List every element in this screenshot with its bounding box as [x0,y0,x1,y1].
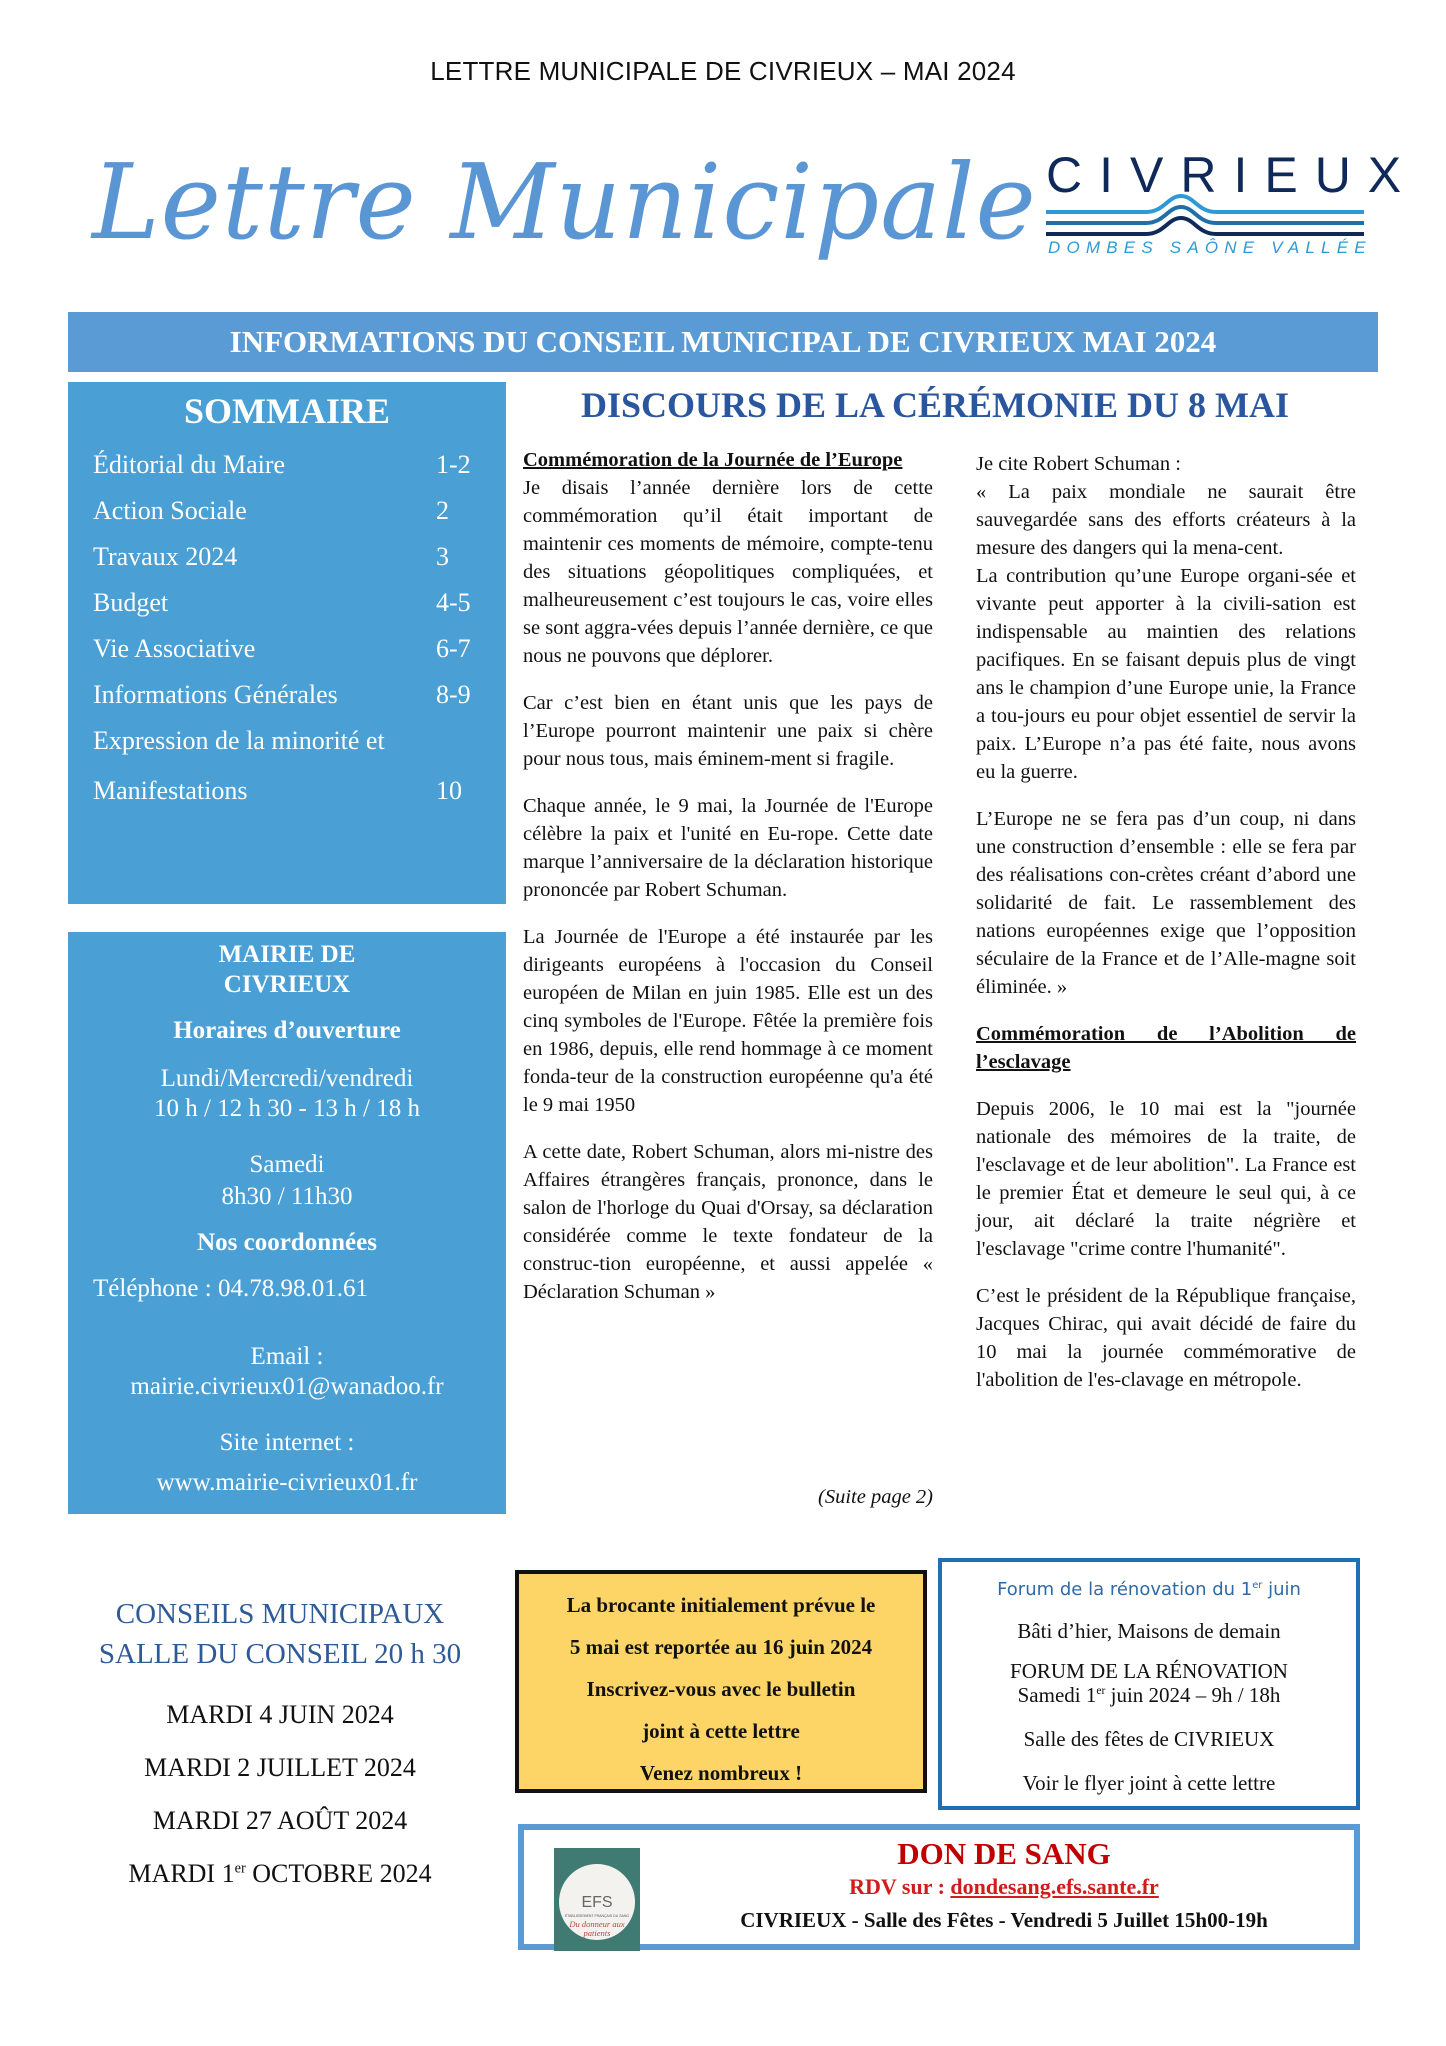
email-link[interactable]: mairie.civrieux01@wanadoo.fr [130,1373,444,1400]
rdv-link[interactable]: dondesang.efs.sante.fr [950,1874,1159,1899]
sommaire-item-label: Budget [93,588,169,617]
mairie-title-2: CIVRIEUX [223,971,351,998]
rdv-label: RDV sur : [849,1874,951,1899]
email-label: Email : [250,1343,324,1370]
efs-logo-slogan: Du donneur aux patients [569,1919,625,1938]
quote-part: La contribution qu’une Europe organi-sée et vivante peut apporter à la civili-sation est indispensable au maintien des relations pacifiques. En se faisant depuis plus de vingt ans le champion d’une Europe unie, la France a tou-jours eu pour objet essentiel de servir la paix. L’Europe n’a pas été faite, nous avons eu la guerre. [976,565,1356,783]
section-heading: Commémoration de la Journée de l’Europe [523,449,903,471]
conseils-municipaux [60,1594,500,1900]
paragraph: Depuis 2006, le 10 mai est la "journée nationale des mémoires de la traite, de l'esclavage et de leur abolition". La France est le premier État et demeure le seul qui, à ce jour, ait déclaré la traite négrière et l'esclavage "crime contre l'humanité". [976,1098,1356,1260]
logo-tagline: DOMBES SAÔNE VALLÉE [1048,238,1372,257]
mairie-box [68,932,506,1514]
sommaire-title: SOMMAIRE [184,391,390,431]
sommaire-item-page: 8-9 [436,680,471,709]
don-title: DON DE SANG [897,1836,1111,1871]
conseils-subtitle: SALLE DU CONSEIL 20 h 30 [98,1638,462,1670]
logo-name: CIVRIEUX [1046,147,1419,203]
phone[interactable]: Téléphone : 04.78.98.01.61 [93,1275,368,1302]
article-column-1 [523,446,933,1325]
sommaire-item-page: 6-7 [436,634,471,663]
paragraph: La Journée de l'Europe a été instaurée par les dirigeants européens à l'occasion du Conseil européen de Milan en juin 1985. Elle est un des cinq symboles de l'Europe. Fêtée la première fois en 1986, depuis, elle rend hommage à ce moment fonda-teur de la construction européenne qu'a été le 9 mai 1950 [523,926,933,1116]
forum-place: Salle des fêtes de CIVRIEUX [1023,1727,1275,1751]
council-date: MARDI 27 AOÛT 2024 [152,1806,408,1835]
civrieux-logo [1046,147,1419,272]
forum-title-prefix: Forum de la rénovation du 1 [997,1579,1253,1600]
council-date: MARDI 4 JUIN 2024 [166,1700,394,1729]
council-date [60,1847,500,1900]
saturday-hours: 8h30 / 11h30 [221,1183,353,1210]
sommaire-item-label: Action Sociale [93,496,247,525]
don-rdv [654,1874,1354,1900]
saturday: Samedi [249,1151,325,1178]
forum-date-sup: er [1096,1685,1106,1697]
sommaire-item-label: Travaux 2024 [93,542,238,571]
waves-icon [1046,190,1364,240]
sommaire-item-page: 4-5 [436,588,471,617]
sommaire-item-page: 1-2 [436,450,471,479]
date-suffix: OCTOBRE 2024 [245,1859,432,1888]
forum-note: Voir le flyer joint à cette lettre [1022,1771,1276,1795]
forum-notice [938,1558,1360,1810]
sommaire-item-page: 10 [436,776,462,805]
document-header: LETTRE MUNICIPALE DE CIVRIEUX – MAI 2024 [430,56,1016,86]
forum-date-suffix: juin 2024 – 9h / 18h [1105,1683,1281,1707]
quote-part: L’Europe ne se fera pas d’un coup, ni dans une construction d’ensemble : elle se fera par des réalisations con-crètes créant d’abord une solidarité de fait. Le rassemblement des nations européennes exige que l’opposition séculaire de la France et de l’Alle-magne soit éliminée. » [976,808,1356,998]
site-label: Site internet : [219,1429,355,1456]
info-banner: INFORMATIONS DU CONSEIL MUNICIPAL DE CIVRIEUX MAI 2024 [68,312,1378,372]
paragraph: C’est le président de la République française, Jacques Chirac, qui avait décidé de faire du 10 mai la journée commémorative de l'abolition de l'es-clavage en métropole. [976,1285,1356,1391]
brocante-line: joint à cette lettre [642,1719,800,1743]
forum-date [942,1682,1356,1709]
don-de-sang [518,1824,1360,1950]
quote-intro: Je cite Robert Schuman : [976,453,1181,475]
efs-logo [554,1848,640,1951]
sommaire-item-label: Éditorial du Maire [93,450,286,479]
brocante-line: La brocante initialement prévue le [566,1593,876,1617]
paragraph: Je disais l’année dernière lors de cette commémoration qu’il était important de maintenir ces moments de mémoire, compte-tenu des situations géopolitiques compliquées, et malheureusement c’est toujours le cas, voire elles se sont aggra-vées depuis l’année dernière, ce que nous ne pouvons que déplorer. [523,477,933,667]
sommaire-item-label: Manifestations [93,776,248,805]
paragraph: Car c’est bien en étant unis que les pays de l’Europe pourront maintenir une paix si chère pour nous tous, mais éminem-ment si fragile. [523,692,933,770]
sommaire-item-label: Expression de la minorité et [93,726,385,755]
forum-title-suffix: juin [1262,1579,1301,1600]
brocante-line: 5 mai est reportée au 16 juin 2024 [569,1635,873,1659]
forum-title-sup: er [1252,1580,1263,1591]
conseils-title: CONSEILS MUNICIPAUX [115,1598,445,1630]
efs-logo-circle [559,1864,635,1940]
sommaire-item-label: Informations Générales [93,680,338,709]
efs-logo-subtitle: ÉTABLISSEMENT FRANÇAIS DU SANG [564,1914,630,1918]
paragraph: A cette date, Robert Schuman, alors mi-nistre des Affaires étrangères français, prononce, dans le salon de l'horloge du Quai d'Orsay, sa déclaration considérée comme le texte fondateur de la construc-tion européenne, et aussi appelée « Déclaration Schuman » [523,1141,933,1303]
efs-logo-text: EFS [581,1894,613,1911]
council-date: MARDI 2 JUILLET 2024 [144,1753,416,1782]
section-heading: Commémoration de l’Abolition de l’esclavage [976,1023,1356,1073]
mairie-title: MAIRIE DE [218,941,356,968]
quote-part: « La paix mondiale ne saurait être sauvegardée sans des efforts créateurs à la mesure des dangers qui la mena-cent. [976,481,1356,559]
don-details: CIVRIEUX - Salle des Fêtes - Vendredi 5 Juillet 15h00-19h [740,1908,1268,1932]
date-sup: er [234,1860,246,1877]
brocante-line: Inscrivez-vous avec le bulletin [586,1677,856,1701]
sommaire-item-page: 2 [436,496,449,525]
forum-title [942,1576,1356,1603]
horaires-title: Horaires d’ouverture [173,1017,401,1044]
site-link[interactable]: www.mairie-civrieux01.fr [156,1469,418,1496]
forum-date-prefix: Samedi 1 [1017,1683,1097,1707]
brocante-notice [515,1570,927,1793]
forum-subtitle: Bâti d’hier, Maisons de demain [1017,1619,1281,1643]
sommaire-box [68,382,506,904]
forum-name: FORUM DE LA RÉNOVATION [1010,1659,1288,1683]
masthead-title: Lettre Municipale [92,141,1037,263]
coords-title: Nos coordonnées [197,1229,377,1256]
date-prefix: MARDI 1 [128,1859,235,1888]
continued-note[interactable]: (Suite page 2) [818,1486,933,1508]
article-title: DISCOURS DE LA CÉRÉMONIE DU 8 MAI [580,385,1290,425]
weekdays-hours: 10 h / 12 h 30 - 13 h / 18 h [154,1095,420,1122]
sommaire-item-page: 3 [436,542,449,571]
sommaire-item-label: Vie Associative [93,634,256,663]
article-column-2 [976,450,1356,1413]
weekdays: Lundi/Mercredi/vendredi [160,1065,414,1092]
paragraph: Chaque année, le 9 mai, la Journée de l'Europe célèbre la paix et l'unité en Eu-rope. Cette date marque l’anniversaire de la déclaration historique prononcée par Robert Schuman. [523,795,933,901]
brocante-line: Venez nombreux ! [639,1761,803,1785]
